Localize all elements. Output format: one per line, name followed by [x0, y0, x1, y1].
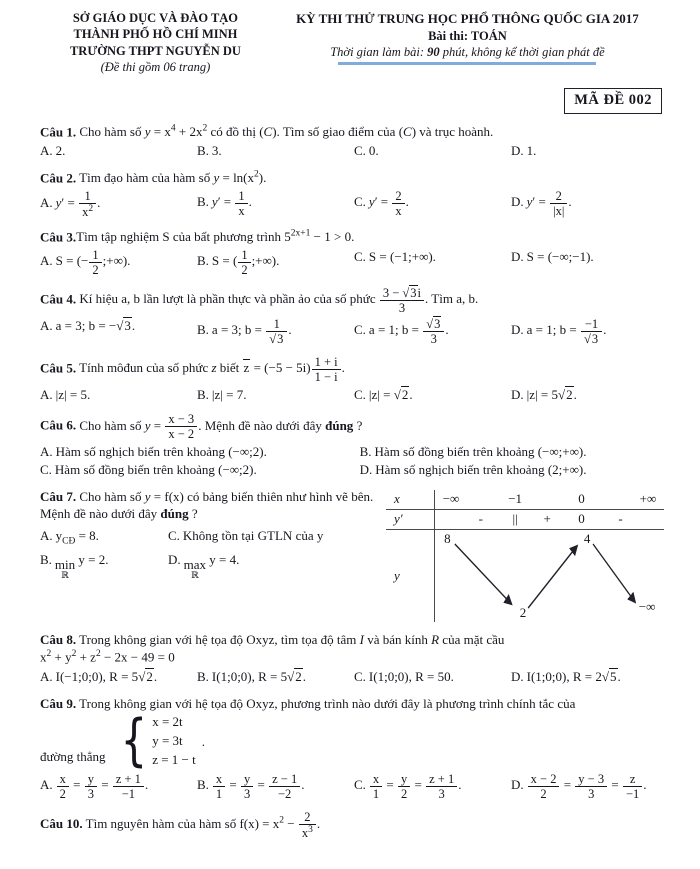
line-label: đường thẳng [40, 749, 106, 765]
options-row [40, 668, 664, 686]
option-d: D. max ℝ y = 4. [168, 552, 240, 581]
option-c: C. S = (−1;+∞). [354, 248, 436, 264]
question-7 [40, 488, 664, 622]
option-d: D. y′ = $\frac{2}{|x|}$ . [511, 188, 572, 218]
options-row [40, 386, 664, 404]
sign: - [618, 510, 623, 526]
option-b: B. y′ = $\frac{1}{x}$ . [197, 188, 252, 218]
page-count-note: (Đề thi gồm 06 trang) [100, 59, 211, 74]
question-label: Câu 2. [40, 170, 77, 186]
system-brace: { [120, 707, 147, 773]
parametric-line: đường thẳng { x = 2t y = 3t z = 1 − t . [40, 707, 205, 773]
options-row [40, 248, 664, 277]
question-label: Câu 8. [40, 631, 77, 647]
question-stem: Câu 7. Cho hàm số y = f(x) có bảng biến thiên như hình vẽ bên. Mệnh đề nào dưới đây đúng ? [40, 488, 374, 522]
question-6 [40, 412, 664, 478]
option-a: A. $\frac{x}{2}$ = $\frac{y}{3}$ = $\frac{z + 1}{-1}$ . [40, 771, 149, 801]
exam-code-box [564, 88, 662, 114]
question-label: Câu 5. [40, 360, 77, 376]
variation-arrows [435, 530, 664, 622]
option-a: A. S = (− $\frac{1}{2}$ ;+∞). [40, 247, 131, 277]
exam-subject: Bài thi: TOÁN [428, 28, 507, 43]
question-stem: Câu 10. Tìm nguyên hàm của hàm số $f(x) = x^2$ − $\frac{2}{x^3}$ . [40, 809, 321, 840]
question-1 [40, 123, 664, 160]
option-c: C. a = 1; b = $\frac{√3}{3}$ . [354, 316, 449, 346]
option-b: B. |z| = 7. [197, 386, 247, 402]
question-label: Câu 7. [40, 488, 77, 504]
question-stem: Câu 2. Tìm đạo hàm của hàm số $y = \ln(x^2)$. [40, 169, 267, 186]
exam-header [40, 10, 664, 75]
option-a: A. I(−1;0;0), R = 5√2. [40, 668, 158, 684]
option-b: B. Hàm số đồng biến trên khoảng (−∞;+∞). [359, 444, 587, 460]
system-eq: z = 1 − t [152, 751, 196, 767]
variation-table-x-row: x −∞ −1 0 +∞ [386, 490, 664, 510]
exam-title: KỲ THI THỬ TRUNG HỌC PHỔ THÔNG QUỐC GIA 2017 [296, 11, 639, 26]
option-d: D. I(1;0;0), R = 2√5. [511, 668, 621, 684]
question-5 [40, 355, 664, 404]
option-b: B. S = ( $\frac{1}{2}$ ;+∞). [197, 247, 280, 277]
question-stem: Câu 6. Cho hàm số y = $\frac{x - 3}{x - 2}$ . Mệnh đề nào dưới đây đúng ? [40, 412, 363, 442]
options-row [40, 142, 664, 160]
question-stem: Câu 5. Tính môđun của số phức z biết z = (−5 − 5i) $\frac{1 + i}{1 - i}$ . [40, 354, 345, 384]
question-stem: Câu 8. Trong không gian với hệ tọa độ Oxyz, tìm tọa độ tâm I và bán kính R của mặt cầu [40, 631, 505, 647]
x-value: −1 [508, 490, 523, 506]
question-stem: Câu 4. Kí hiệu a, b lần lượt là phần thực và phần ảo của số phức $\frac{3 - √3i}{3}$ . Tìm a, b. [40, 285, 479, 315]
question-label: Câu 10. [40, 815, 83, 831]
exam-duration: Thời gian làm bài: 90 phút, không kể thời gian phát đề [330, 45, 605, 60]
option-d: D. 1. [511, 143, 537, 159]
system-eq: x = 2t [152, 714, 183, 730]
variation-table-y-row: y 8 2 4 −∞ [386, 530, 664, 622]
question-9 [40, 695, 664, 801]
sign: - [478, 510, 483, 526]
option-a: A. 2. [40, 143, 66, 159]
option-c: C. |z| = √2. [354, 386, 413, 402]
option-c: C. Không tồn tại GTLN của y [168, 527, 324, 543]
options-grid [40, 443, 664, 478]
underline-decoration [338, 62, 596, 65]
question-2 [40, 169, 664, 219]
question-4 [40, 286, 664, 346]
equation-system [116, 707, 196, 773]
question-label: Câu 1. [40, 123, 77, 139]
question-label: Câu 3. [40, 229, 77, 245]
option-d: D. Hàm số nghịch biến trên khoảng (2;+∞). [359, 461, 587, 477]
option-c: C. y′ = $\frac{2}{x}$ . [354, 188, 409, 218]
option-b: B. a = 3; b = $\frac{1}{√3}$ . [197, 316, 292, 346]
option-d: D. |z| = 5√2. [511, 386, 577, 402]
y-limit-right: −∞ [638, 598, 656, 614]
exam-title-block [271, 10, 664, 65]
question-8 [40, 631, 664, 686]
y-limit-left: 8 [444, 530, 451, 546]
sign: 0 [578, 510, 585, 526]
question-3 [40, 228, 664, 277]
variation-table-yprime-row: y′ - || + 0 - [386, 510, 664, 530]
y-minimum: 2 [519, 604, 527, 620]
exam-code: MÃ ĐỀ 002 [574, 92, 652, 108]
option-c: C. 0. [354, 143, 379, 159]
option-b: B. $\frac{x}{1}$ = $\frac{y}{3}$ = $\frac{z - 1}{-2}$ . [197, 771, 305, 801]
system-eq: y = 3t [152, 732, 183, 748]
option-c: C. Hàm số đồng biến trên khoảng (−∞;2). [40, 461, 257, 477]
y-maximum: 4 [583, 530, 591, 546]
option-c: C. $\frac{x}{1}$ = $\frac{y}{2}$ = $\frac{z + 1}{3}$ . [354, 771, 462, 801]
option-a: A. a = 3; b = −√3. [40, 317, 136, 333]
issuer-line: SỞ GIÁO DỤC VÀ ĐÀO TẠO [72, 11, 239, 25]
option-b: B. 3. [197, 143, 222, 159]
option-d: D. S = (−∞;−1). [511, 248, 594, 264]
options-row [40, 317, 664, 346]
x-value: −∞ [442, 490, 460, 506]
discontinuity-mark: || [512, 510, 518, 526]
question-label: Câu 4. [40, 291, 77, 307]
question-label: Câu 9. [40, 695, 77, 711]
option-b: B. I(1;0;0), R = 5√2. [197, 668, 307, 684]
question-stem: Câu 1. Cho hàm số $y = x^4 + 2x^2$ có đồ thị (C). Tìm số giao điểm của (C) và trục hoành. [40, 123, 494, 139]
option-a: A. Hàm số nghịch biến trên khoảng (−∞;2). [40, 444, 267, 460]
option-c: C. I(1;0;0), R = 50. [354, 668, 454, 684]
question-stem: Câu 3.Tìm tập nghiệm S của bất phương trình $5^{2x+1} - 1 > 0$. [40, 229, 355, 245]
option-a: A. |z| = 5. [40, 386, 91, 402]
variation-table [386, 490, 664, 622]
option-d: D. $\frac{x - 2}{2}$ = $\frac{y - 3}{3}$ = $\frac{z}{-1}$ . [511, 771, 647, 801]
option-d: D. a = 1; b = $\frac{-1}{√3}$ . [511, 316, 607, 346]
issuer-block [40, 10, 271, 75]
option-a: A. y′ = $\frac{1}{x^2}$ . [40, 188, 101, 220]
sign: + [543, 510, 551, 526]
option-b: B. min ℝ y = 2. [40, 552, 109, 581]
x-value: +∞ [639, 490, 657, 506]
options-grid [40, 527, 378, 580]
options-row [40, 189, 664, 219]
question-stem: Câu 9. Trong không gian với hệ tọa độ Oxyz, phương trình nào dưới đây là phương trình chính tắc của [40, 695, 576, 711]
sphere-equation: $x^2 + y^2 + z^2 - 2x - 49 = 0$ [40, 649, 175, 665]
option-a: A. $y_{CĐ} = 8$. [40, 527, 99, 547]
options-row [40, 772, 664, 801]
school-name: TRƯỜNG THPT NGUYỄN DU [69, 43, 241, 58]
x-value: 0 [578, 490, 585, 506]
issuer-line: THÀNH PHỐ HỒ CHÍ MINH [73, 27, 238, 42]
question-label: Câu 6. [40, 417, 77, 433]
question-10 [40, 810, 664, 840]
